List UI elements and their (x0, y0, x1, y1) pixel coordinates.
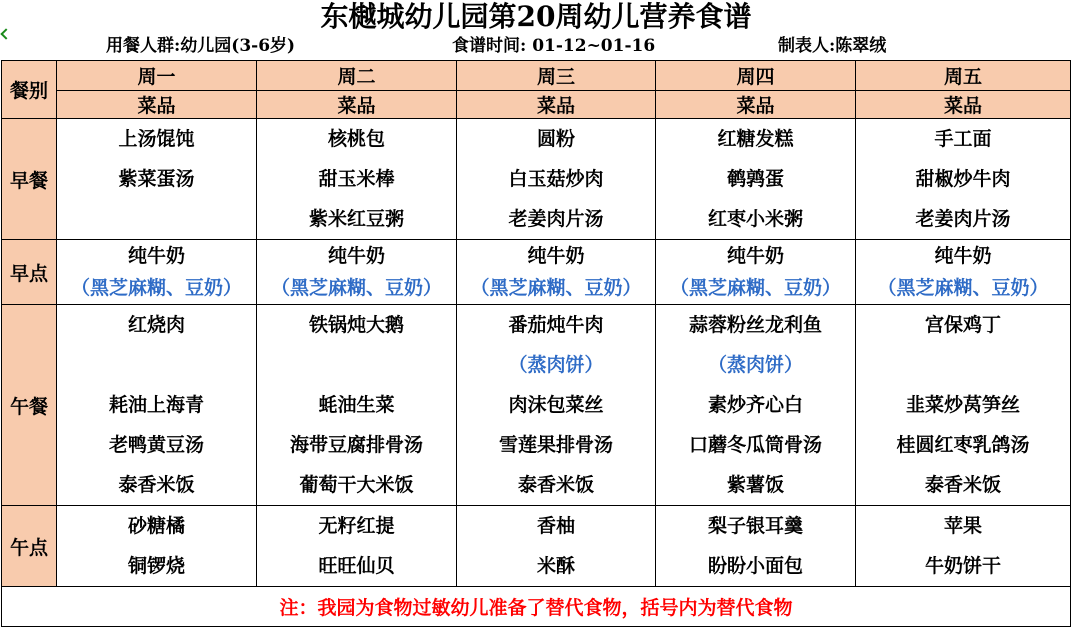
dish-item: 甜玉米棒 (318, 168, 395, 190)
dish-item: 纯牛奶 (934, 245, 992, 267)
meal-label-lunch: 午餐 (2, 305, 57, 506)
alternative-item: （蒸肉饼） (508, 354, 604, 376)
dish-item: 梨子银耳羹 (707, 515, 803, 537)
dish-item: 上汤馄饨 (118, 128, 195, 150)
dish-item: 米酥 (536, 555, 575, 577)
breakfast-cell-tue (257, 119, 457, 240)
meal-label-morning-snack: 早点 (2, 240, 57, 305)
dish-header: 菜品 (856, 91, 1071, 119)
breakfast-cell-mon (57, 119, 257, 240)
dish-item: 无籽红提 (318, 515, 395, 537)
footer-row (2, 587, 1071, 627)
meal-label-afternoon-snack: 午点 (2, 506, 57, 587)
day-header-thu: 周四 (656, 61, 856, 91)
dish-item: 韭菜炒莴笋丝 (905, 394, 1020, 416)
dish-item: 鹌鹑蛋 (726, 168, 784, 190)
dish-item: 海带豆腐排骨汤 (289, 434, 423, 456)
breakfast-cell-fri (856, 119, 1071, 240)
dish-item: 桂圆红枣乳鸽汤 (896, 434, 1030, 456)
lunch-cell-fri (856, 305, 1071, 506)
morning-snack-row (2, 240, 1071, 305)
breakfast-cell-thu (656, 119, 856, 240)
day-header-tue: 周二 (257, 61, 457, 91)
lunch-cell-mon (57, 305, 257, 506)
day-header-wed: 周三 (457, 61, 656, 91)
dish-item: 老鸭黄豆汤 (108, 434, 204, 456)
dish-item: 铁锅炖大鹅 (308, 314, 404, 336)
dish-item: 番茄炖牛肉 (508, 314, 604, 336)
afternoon-snack-cell-fri (856, 506, 1071, 587)
period-label: 食谱时间: 01-12~01-16 (452, 36, 656, 56)
alternative-item: （黑芝麻糊、豆奶） (70, 277, 242, 299)
dish-item: 宫保鸡丁 (924, 314, 1001, 336)
meal-label-header: 餐别 (2, 61, 57, 119)
meal-label-breakfast: 早餐 (2, 119, 57, 240)
dish-item: 纯牛奶 (527, 245, 585, 267)
morning-snack-cell-fri (856, 240, 1071, 305)
dish-item: 砂糖橘 (127, 515, 185, 537)
dish-header: 菜品 (656, 91, 856, 119)
breakfast-cell-wed (457, 119, 656, 240)
dish-item: 耗油上海青 (108, 394, 204, 416)
dish-item: 雪莲果排骨汤 (498, 434, 613, 456)
alternative-item (57, 345, 256, 385)
day-header-mon: 周一 (57, 61, 257, 91)
lunch-cell-thu (656, 305, 856, 506)
dish-item: 蚝油生菜 (318, 394, 395, 416)
lunch-row (2, 305, 1071, 506)
dish-item: 肉沫包菜丝 (508, 394, 604, 416)
dish-item (57, 199, 256, 239)
afternoon-snack-cell-mon (57, 506, 257, 587)
dish-item: 蒜蓉粉丝龙利鱼 (688, 314, 822, 336)
dish-item: 老姜肉片汤 (508, 208, 604, 230)
afternoon-snack-cell-wed (457, 506, 656, 587)
dish-header: 菜品 (57, 91, 257, 119)
alternative-item: （黑芝麻糊、豆奶） (470, 277, 642, 299)
morning-snack-cell-mon (57, 240, 257, 305)
page-title: 东樾城幼儿园第20周幼儿营养食谱 (320, 0, 752, 33)
dish-item: 手工面 (934, 128, 992, 150)
dish-item: 甜椒炒牛肉 (915, 168, 1011, 190)
alternative-item: （黑芝麻糊、豆奶） (270, 277, 442, 299)
dish-item: 泰香米饭 (517, 474, 594, 496)
dish-item: 香柚 (536, 515, 575, 537)
dish-item: 牛奶饼干 (924, 555, 1001, 577)
alternative-item (257, 345, 456, 385)
dish-item: 苹果 (943, 515, 982, 537)
dish-item: 紫菜蛋汤 (118, 168, 195, 190)
dish-item: 红糖发糕 (717, 128, 794, 150)
dish-item: 口蘑冬瓜筒骨汤 (688, 434, 822, 456)
audience-label: 用餐人群:幼儿园(3-6岁) (106, 36, 296, 56)
author-label: 制表人:陈翠绒 (778, 36, 887, 56)
dish-item: 葡萄干大米饭 (299, 474, 414, 496)
lunch-cell-wed (457, 305, 656, 506)
menu-table (1, 60, 1071, 627)
dish-item: 核桃包 (327, 128, 385, 150)
alternative-item: （黑芝麻糊、豆奶） (669, 277, 841, 299)
afternoon-snack-row (2, 506, 1071, 587)
dish-item: 红烧肉 (127, 314, 185, 336)
lunch-cell-tue (257, 305, 457, 506)
dish-item: 红枣小米粥 (707, 208, 803, 230)
dish-header: 菜品 (457, 91, 656, 119)
dish-item: 紫米红豆粥 (308, 208, 404, 230)
alternative-item: （蒸肉饼） (707, 354, 803, 376)
dish-item: 纯牛奶 (127, 245, 185, 267)
dish-item: 老姜肉片汤 (915, 208, 1011, 230)
morning-snack-cell-wed (457, 240, 656, 305)
dish-item: 纯牛奶 (726, 245, 784, 267)
dish-header: 菜品 (257, 91, 457, 119)
dish-item: 纯牛奶 (327, 245, 385, 267)
dish-item: 泰香米饭 (118, 474, 195, 496)
day-header-row (2, 61, 1071, 91)
breakfast-row (2, 119, 1071, 240)
dish-item: 白玉菇炒肉 (508, 168, 604, 190)
alternative-item: （黑芝麻糊、豆奶） (877, 277, 1049, 299)
morning-snack-cell-tue (257, 240, 457, 305)
day-header-fri: 周五 (856, 61, 1071, 91)
dish-item: 紫薯饭 (726, 474, 784, 496)
dish-header-row (2, 91, 1071, 119)
dish-item: 盼盼小面包 (707, 555, 803, 577)
dish-item: 素炒齐心白 (707, 394, 803, 416)
allergy-note: 注：我园为食物过敏幼儿准备了替代食物，括号内为替代食物 (2, 587, 1071, 627)
dish-item: 旺旺仙贝 (318, 555, 395, 577)
dish-item: 泰香米饭 (924, 474, 1001, 496)
dish-item: 铜锣烧 (127, 555, 185, 577)
afternoon-snack-cell-thu (656, 506, 856, 587)
dish-item: 圆粉 (536, 128, 575, 150)
morning-snack-cell-thu (656, 240, 856, 305)
afternoon-snack-cell-tue (257, 506, 457, 587)
alternative-item (856, 345, 1070, 385)
